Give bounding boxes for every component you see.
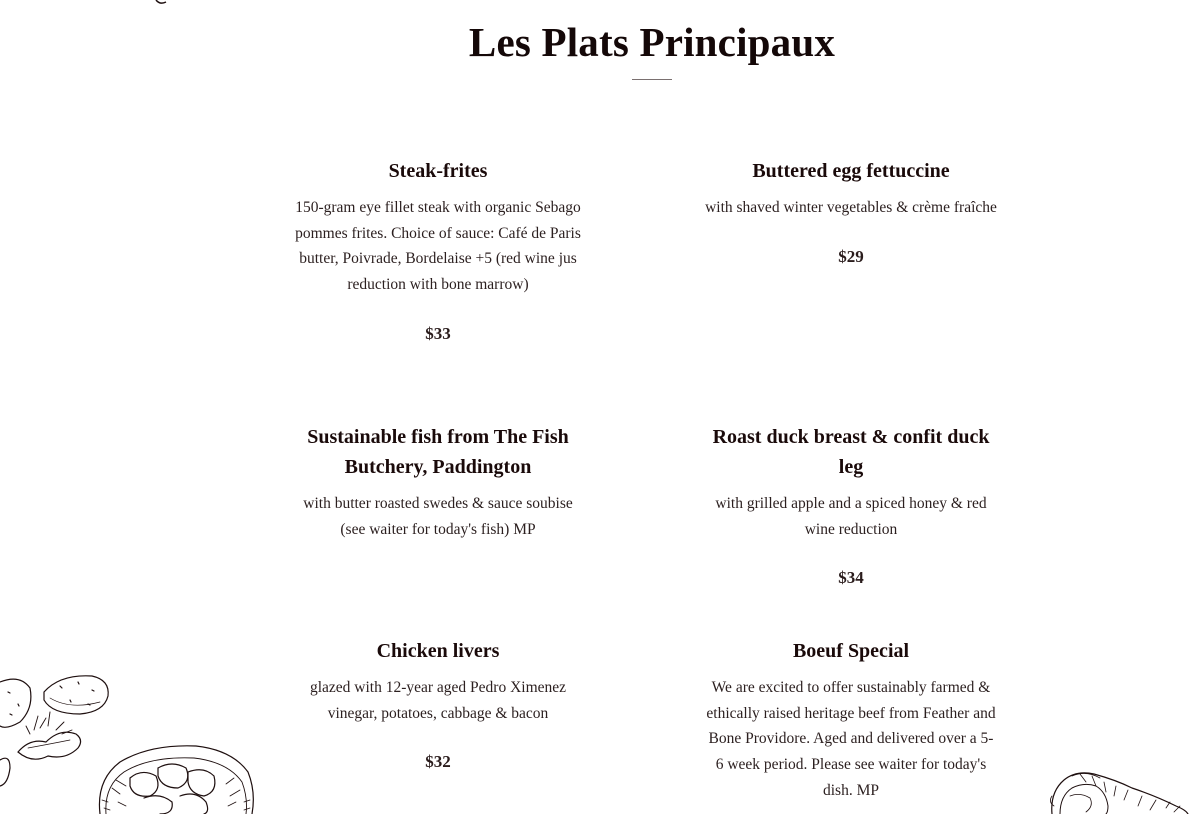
dish-name: Boeuf Special (792, 640, 910, 662)
title-divider (632, 79, 672, 80)
dish-description: glazed with 12-year aged Pedro Ximenez vinegar, potatoes, cabbage & bacon (309, 679, 567, 722)
meat-sketch-icon (1046, 766, 1200, 814)
dish-name: Roast duck breast & confit duck leg (712, 426, 990, 478)
dish-price: $34 (838, 568, 864, 588)
dish-description: We are excited to offer sustainably farmed & ethically raised heritage beef from Feather and Bone Providore. Aged and delivered over a 5-6 week period. Please see waiter for today's dish. MP (706, 679, 996, 799)
dish-description: 150-gram eye fillet steak with organic Sebago pommes frites. Choice of sauce: Café de Paris butter, Poivrade, Bordelaise +5 (red wine jus reduction with bone marrow) (295, 199, 581, 294)
dish-description: with grilled apple and a spiced honey & red wine reduction (715, 495, 987, 538)
dish-card (286, 636, 590, 772)
dish-price: $33 (425, 323, 451, 343)
dish-price: $32 (425, 752, 451, 772)
dish-price: $29 (838, 246, 864, 266)
vegetables-sketch-icon (0, 668, 260, 814)
section-title: Les Plats Principaux (468, 19, 836, 65)
dish-name: Chicken livers (376, 640, 500, 662)
dish-name: Buttered egg fettuccine (752, 160, 950, 182)
ornament-icon (150, 0, 180, 6)
dish-name: Sustainable fish from The Fish Butchery, Paddington (307, 426, 569, 478)
dish-name: Steak-frites (388, 160, 488, 182)
dish-card (700, 156, 1002, 267)
dish-card (290, 422, 586, 542)
dish-card (706, 636, 996, 804)
dish-description: with shaved winter vegetables & crème fraîche (705, 199, 997, 216)
dish-card (288, 156, 588, 344)
dish-card (700, 422, 1002, 588)
dish-description: with butter roasted swedes & sauce soubise (see waiter for today's fish) MP (303, 495, 573, 538)
